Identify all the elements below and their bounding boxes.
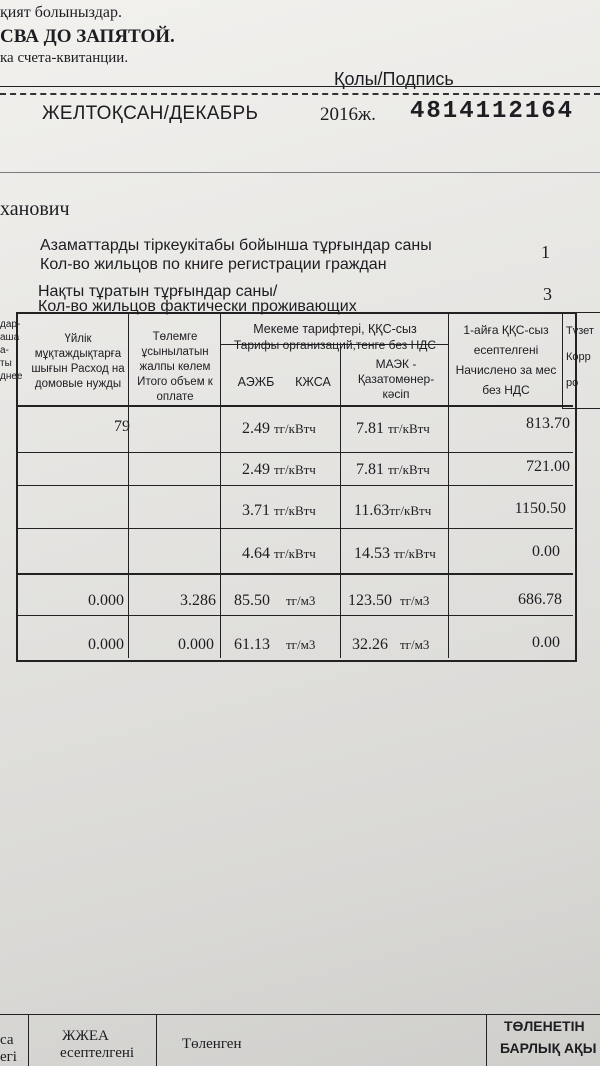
- hline: [16, 573, 573, 575]
- hline: [16, 452, 573, 453]
- header-line-2: СВА ДО ЗАПЯТОЙ.: [0, 26, 175, 47]
- header-total-payment: Төлемге ұсынылатын жалпы көлем Итого объем к оплате: [137, 331, 213, 403]
- vline: [340, 344, 341, 658]
- footer-to-pay: ТӨЛЕНЕТІН: [504, 1018, 585, 1034]
- header-kjsa: КЖСА: [295, 375, 331, 389]
- hline: [16, 405, 573, 407]
- signature-line: [0, 86, 600, 87]
- hline: [16, 528, 573, 529]
- row3-tariff1: 3.71 тг/кВтч: [242, 502, 316, 519]
- header-aejb: АЭЖБ: [237, 375, 275, 389]
- actual-residents-count: 3: [543, 284, 552, 304]
- header-line-1: қият болыныздар.: [0, 4, 122, 21]
- row2-charged: 721.00: [526, 458, 570, 475]
- row3-tariff2: 11.63тг/кВтч: [354, 502, 432, 519]
- footer-paid: Төленген: [182, 1036, 242, 1052]
- footer-vline: [156, 1014, 157, 1066]
- header-tariffs-ru: Тарифы организаций,тенге без НДС: [233, 338, 437, 352]
- cut-line: [0, 93, 600, 95]
- actual-residents-ru: Кол-во жильцов фактически проживающих: [38, 298, 357, 315]
- hline: [16, 615, 573, 616]
- footer-hline: [0, 1014, 600, 1015]
- footer-vline: [486, 1014, 487, 1066]
- row2-tariff1: 2.49 тг/кВтч: [242, 461, 316, 478]
- row2-tariff2: 7.81 тг/кВтч: [356, 461, 430, 478]
- header-maek: МАЭК - Қазатомөнер- кәсіп: [357, 357, 435, 401]
- footer-vline: [28, 1014, 29, 1066]
- row4-tariff2: 14.53 тг/кВтч: [354, 545, 436, 562]
- row3-charged: 1150.50: [514, 500, 566, 517]
- header-tariffs-kz: Мекеме тарифтері, ҚҚС-сыз: [253, 322, 417, 336]
- row6-tariff2: 32.26 тг/м3: [352, 636, 430, 653]
- divider: [0, 172, 600, 173]
- footer-jzhea: ЖЖЕА: [62, 1028, 109, 1044]
- left-fragment: дар- аша а- ты днее: [0, 319, 23, 382]
- row1-charged: 813.70: [526, 415, 570, 432]
- registered-residents-count: 1: [541, 242, 550, 262]
- hline: [16, 485, 573, 486]
- registered-residents-kz: Азаматтарды тіркеукітабы бойынша тұрғындар саны: [40, 237, 432, 254]
- row6-charged: 0.00: [532, 634, 560, 651]
- actual-residents-kz: Нақты тұратын тұрғындар саны/: [38, 283, 278, 300]
- row5-tariff1: 85.50 тг/м3: [234, 592, 316, 609]
- header-charged: 1-айға ҚҚС-сыз есептелгені Начислено за мес без НДС: [455, 323, 557, 397]
- row6-total: 0.000: [178, 636, 214, 653]
- footer-fragment-1: са: [0, 1032, 14, 1048]
- row6-house-needs: 0.000: [88, 636, 124, 653]
- row5-charged: 686.78: [518, 591, 562, 608]
- row5-tariff2: 123.50 тг/м3: [348, 592, 430, 609]
- header-correction: Түзет Корр ро: [566, 325, 594, 389]
- row4-tariff1: 4.64 тг/кВтч: [242, 545, 316, 562]
- row4-charged: 0.00: [532, 543, 560, 560]
- footer-jzhea-charged: есептелгені: [60, 1045, 135, 1061]
- header-house-needs: Үйлік мұқтаждықтарға шығын Расход на домовые нужды: [31, 333, 125, 390]
- row1-tariff2: 7.81 тг/кВтч: [356, 420, 430, 437]
- row5-total: 3.286: [180, 592, 216, 609]
- signature-label: Қолы/Подпись: [334, 69, 454, 89]
- account-number: 4814112164: [410, 98, 575, 125]
- payer-name: ханович: [0, 198, 70, 220]
- row1-house-needs: 79: [114, 418, 130, 435]
- billing-month: ЖЕЛТОҚСАН/ДЕКАБРЬ: [42, 103, 259, 124]
- row5-house-needs: 0.000: [88, 592, 124, 609]
- footer-total-fee: БАРЛЫҚ АҚЫ: [500, 1040, 597, 1056]
- header-line-3: ка счета-квитанции.: [0, 50, 129, 66]
- row1-tariff1: 2.49 тг/кВтч: [242, 420, 316, 437]
- footer-fragment-2: егі: [0, 1049, 17, 1065]
- registered-residents-ru: Кол-во жильцов по книге регистрации граждан: [40, 256, 387, 273]
- row6-tariff1: 61.13 тг/м3: [234, 636, 316, 653]
- billing-year: 2016ж.: [320, 104, 376, 125]
